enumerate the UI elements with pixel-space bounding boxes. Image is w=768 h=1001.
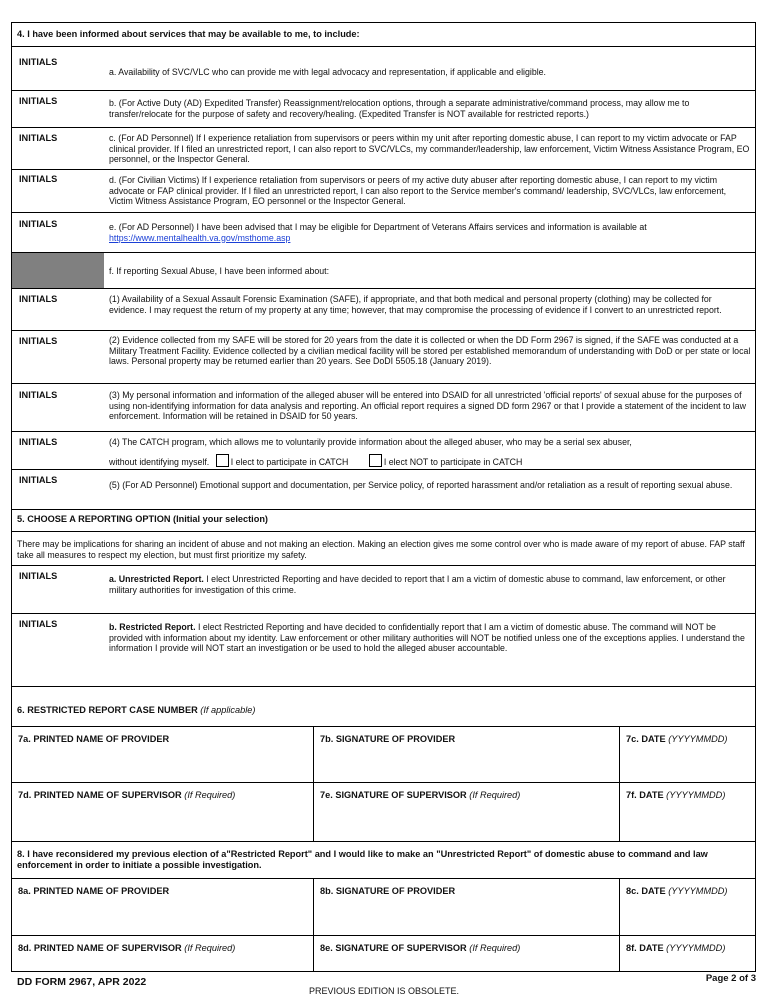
section8-heading-row xyxy=(12,842,755,879)
initials-field[interactable]: INITIALS xyxy=(19,294,58,304)
provider-signature-field[interactable]: 7b. SIGNATURE OF PROVIDER xyxy=(313,727,619,782)
supervisor-date-label-8: 8f. DATE xyxy=(626,943,664,953)
provider-name-field[interactable]: 7a. PRINTED NAME OF PROVIDER xyxy=(18,734,170,744)
item-4d-row xyxy=(12,170,755,213)
section8-row1 xyxy=(12,879,755,936)
initials-field[interactable]: INITIALS xyxy=(19,96,58,106)
supervisor-name-field[interactable] xyxy=(12,783,313,841)
section5-heading: 5. CHOOSE A REPORTING OPTION (Initial your selection) xyxy=(17,514,268,524)
item-f4-text: (4) The CATCH program, which allows me to voluntarily provide information about the alleged abuser, who may be a serial sex abuser, xyxy=(109,437,632,447)
if-required-note: (If Required) xyxy=(469,943,521,953)
supervisor-date-field[interactable] xyxy=(619,783,755,841)
item-4c-row xyxy=(12,128,755,170)
restricted-report-title: b. Restricted Report. xyxy=(109,622,196,632)
item-4a-row xyxy=(12,47,755,91)
item-4d-text: d. (For Civilian Victims) If I experience retaliation from supervisors or peers of my active duty abuser after reporting domestic abuse, I can report to my victim advocate or FAP clinical provider. If I filed an unrestricted report, I can also report to the Service member's command/ leadership, SVC/VLCs, law enforcement, Victim Witness Assistance Program, EO personnel or the Inspector General. xyxy=(109,175,727,206)
initials-field[interactable]: INITIALS xyxy=(19,437,58,447)
case-number-note: (If applicable) xyxy=(200,705,256,715)
initials-field[interactable]: INITIALS xyxy=(19,571,58,581)
provider-date-field[interactable] xyxy=(619,727,755,782)
item-4e-row xyxy=(12,213,755,253)
item-4b-text: b. (For Active Duty (AD) Expedited Transfer) Reassignment/relocation options, through a separate administrative/command process, may allow me to transfer/relocate for the purpose of safety and recovery/healing. (Expedited Transfer is NOT available for restricted reports.) xyxy=(109,98,690,119)
item-4e-text xyxy=(109,222,751,243)
section4-heading-row xyxy=(12,23,755,47)
catch-decline-checkbox[interactable] xyxy=(369,454,382,467)
section4-heading: 4. I have been informed about services that may be available to me, to include: xyxy=(17,29,360,39)
initials-field[interactable]: INITIALS xyxy=(19,57,58,67)
section5-intro: There may be implications for sharing an incident of abuse and not making an election. Making an election gives me some control over who is made aware of my report of abuse. FAP staff take all measures to respect my election, but must first prioritize my safety. xyxy=(17,539,745,560)
initials-field[interactable]: INITIALS xyxy=(19,475,58,485)
supervisor-signature-field[interactable] xyxy=(313,783,619,841)
item-f3-row xyxy=(12,384,755,432)
item-4e-body: e. (For AD Personnel) I have been advised that I may be eligible for Department of Veterans Affairs services and information is available at xyxy=(109,222,647,232)
section8-heading: 8. I have reconsidered my previous election of a"Restricted Report" and I would like to make an "Unrestricted Report" of domestic abuse to command and law enforcement in order to initiate a possible investigation. xyxy=(17,849,708,870)
if-required-note: (If Required) xyxy=(184,943,236,953)
if-required-note: (If Required) xyxy=(469,790,521,800)
item-f1-text: (1) Availability of a Sexual Assault Forensic Examination (SAFE), if appropriate, and that both medical and personal property (clothing) may be collected for evidence. I may request the return of my property at any time; however, that may compromise the processing of evidence if I convert to an unrestricted report. xyxy=(109,294,722,315)
restricted-report-body: I elect Restricted Reporting and have decided to confidentially report that I am a victim of domestic abuse. The command will NOT be provided with information about my identity. Law enforcement or other military authorities will NOT be notified unless one of the exceptions applies. I understand the information I provide will NOT start an investigation or be used to hold the alleged abuser accountable. xyxy=(109,622,745,653)
option-5b-row xyxy=(12,614,755,687)
initials-field[interactable]: INITIALS xyxy=(19,133,58,143)
va-link[interactable]: https://www.mentalhealth.va.gov/msthome.asp xyxy=(109,232,291,243)
section5-intro-row xyxy=(12,532,755,566)
supervisor-signature-label-8: 8e. SIGNATURE OF SUPERVISOR xyxy=(320,943,467,953)
supervisor-name-field-8[interactable] xyxy=(12,936,313,971)
catch-options xyxy=(109,454,751,468)
section7-row2 xyxy=(12,783,755,842)
item-f4-text2: without identifying myself. xyxy=(109,457,210,467)
date-format-note: (YYYYMMDD) xyxy=(666,943,726,953)
item-f1-row xyxy=(12,289,755,331)
item-4f-row xyxy=(12,253,755,289)
option-5a-row xyxy=(12,566,755,614)
section6-row[interactable] xyxy=(12,687,755,727)
date-format-note: (YYYYMMDD) xyxy=(666,790,726,800)
item-f5-text: (5) (For AD Personnel) Emotional support and documentation, per Service policy, of reported harassment and/or retaliation as a result of reporting sexual abuse. xyxy=(109,480,733,490)
initials-field[interactable]: INITIALS xyxy=(19,219,58,229)
option-5b-text xyxy=(109,622,751,654)
item-f4-row xyxy=(12,432,755,470)
edition-notice: PREVIOUS EDITION IS OBSOLETE. xyxy=(308,986,460,996)
supervisor-name-label-8: 8d. PRINTED NAME OF SUPERVISOR xyxy=(18,943,182,953)
section8-row2 xyxy=(12,936,755,971)
form-identifier: DD FORM 2967, APR 2022 xyxy=(17,976,147,988)
supervisor-date-field-8[interactable] xyxy=(619,936,755,971)
catch-decline-label: I elect NOT to participate in CATCH xyxy=(383,457,523,467)
supervisor-name-label: 7d. PRINTED NAME OF SUPERVISOR xyxy=(18,790,182,800)
item-f2-text: (2) Evidence collected from my SAFE will be stored for 20 years from the date it is collected or when the DD Form 2967 is signed, if the SAFE was conducted at a Military Treatment Facility. Evidence collected by a civilian medical facility will be stored per established memorandum of understanding with DoD or per state or local laws. Personal property may be returned earlier than 20 years. See DoDI 5505.18 (January 2019). xyxy=(109,335,751,366)
unrestricted-report-title: a. Unrestricted Report. xyxy=(109,574,204,584)
supervisor-signature-field-8[interactable] xyxy=(313,936,619,971)
section5-heading-row xyxy=(12,510,755,532)
item-f3-text: (3) My personal information and information of the alleged abuser will be entered into DSAID for all unrestricted 'official reports' of sexual abuse for the purposes of using non-identifying information for data analysis and reporting. An official report requires a signed DD form 2967 or that I provide a statement of the incident to law enforcement. Information will be retained in DSAID for 50 years. xyxy=(109,390,746,421)
provider-date-label: 7c. DATE xyxy=(626,734,666,744)
case-number-label xyxy=(12,687,755,715)
item-f2-row xyxy=(12,331,755,384)
item-4f-text: f. If reporting Sexual Abuse, I have been informed about: xyxy=(109,266,330,276)
shaded-initials-box xyxy=(12,253,104,288)
provider-name-field-8[interactable]: 8a. PRINTED NAME OF PROVIDER xyxy=(18,886,170,896)
provider-date-field-8[interactable] xyxy=(619,879,755,935)
initials-field[interactable]: INITIALS xyxy=(19,336,58,346)
option-5a-text xyxy=(109,574,751,595)
if-required-note: (If Required) xyxy=(184,790,236,800)
supervisor-date-label: 7f. DATE xyxy=(626,790,664,800)
item-4c-text: c. (For AD Personnel) If I experience retaliation from supervisors or peers within my unit after reporting domestic abuse, I can report to my victim advocate or FAP clinical provider. If I filed an unrestricted report, I can also report to SVC/VLCs, my commander/leadership, law enforcement, Victim Witness Assistance Program, EO personnel, or the Inspector General. xyxy=(109,133,750,164)
provider-signature-field-8[interactable]: 8b. SIGNATURE OF PROVIDER xyxy=(313,879,619,935)
initials-field[interactable]: INITIALS xyxy=(19,619,58,629)
item-4b-row xyxy=(12,91,755,128)
page-number: Page 2 of 3 xyxy=(705,973,756,984)
date-format-note: (YYYYMMDD) xyxy=(668,886,728,896)
catch-participate-checkbox[interactable] xyxy=(216,454,229,467)
dd-form-2967-page xyxy=(11,22,756,972)
date-format-note: (YYYYMMDD) xyxy=(668,734,728,744)
item-4a-text: a. Availability of SVC/VLC who can provide me with legal advocacy and representation, if applicable and eligible. xyxy=(109,67,547,77)
provider-date-label-8: 8c. DATE xyxy=(626,886,666,896)
supervisor-signature-label: 7e. SIGNATURE OF SUPERVISOR xyxy=(320,790,467,800)
section7-row1 xyxy=(12,727,755,783)
case-number-title: 6. RESTRICTED REPORT CASE NUMBER xyxy=(17,705,198,715)
initials-field[interactable]: INITIALS xyxy=(19,390,58,400)
unrestricted-report-body: I elect Unrestricted Reporting and have decided to report that I am a victim of domestic abuse to command, law enforcement, or other military authorities for investigation of this crime. xyxy=(109,574,726,595)
catch-participate-label: I elect to participate in CATCH xyxy=(230,457,349,467)
item-f5-row xyxy=(12,470,755,510)
initials-field[interactable]: INITIALS xyxy=(19,174,58,184)
